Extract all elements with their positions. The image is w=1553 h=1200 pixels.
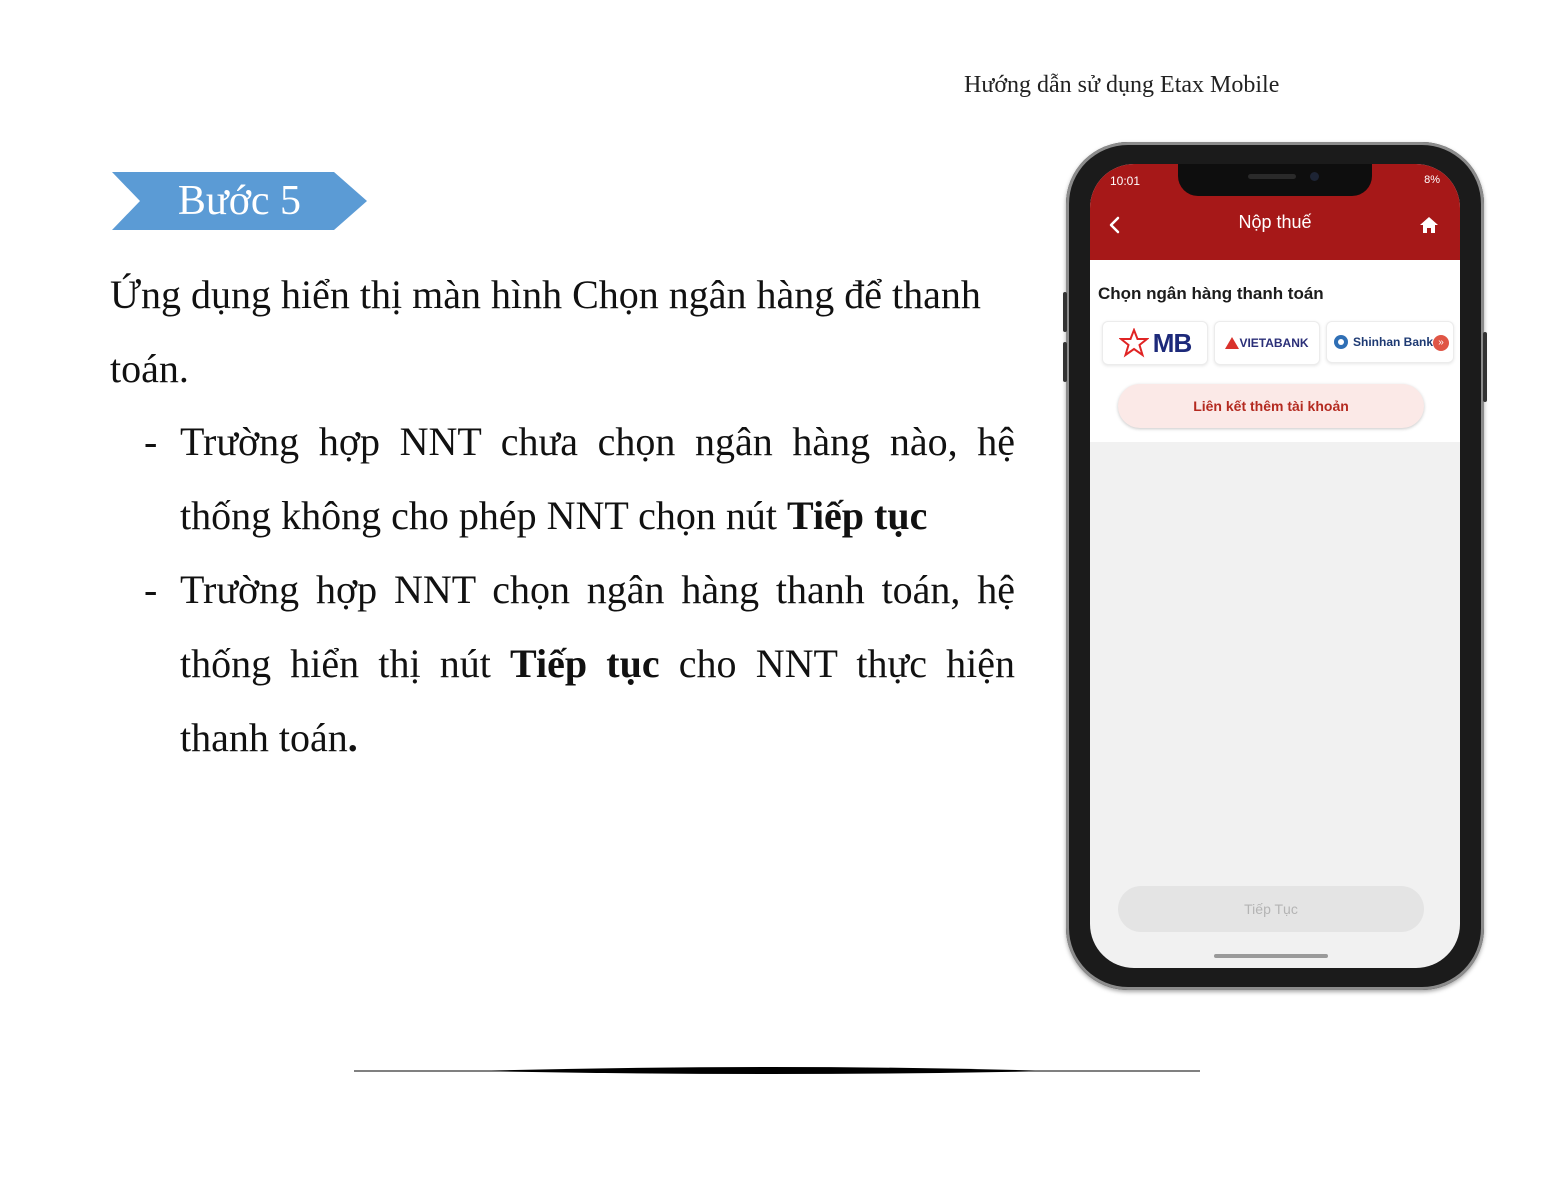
bullet-text-after: cho NNT thực hiện thanh toán (180, 641, 1015, 760)
bullet-marker: - (144, 567, 158, 612)
phone-power-button (1483, 332, 1487, 402)
continue-button[interactable]: Tiếp Tục (1118, 886, 1424, 932)
section-title: Chọn ngân hàng thanh toán (1098, 284, 1324, 303)
bullet-text: Trường hợp NNT chưa chọn ngân hàng nào, hệ thống không cho phép NNT chọn nút (180, 419, 1015, 538)
bullet-item (110, 405, 1015, 553)
status-battery: 8% (1424, 174, 1440, 186)
mb-star-logo-icon (1119, 328, 1149, 358)
vietabank-logo-icon (1225, 337, 1239, 349)
bullet-item (110, 553, 1015, 775)
home-icon[interactable] (1418, 214, 1440, 236)
phone-mockup (1066, 142, 1484, 990)
scroll-right-icon[interactable]: » (1433, 335, 1449, 351)
phone-volume-up-button (1063, 292, 1067, 332)
bullet-list (110, 405, 1015, 775)
decorative-divider (354, 1061, 1200, 1077)
bullet-end-punctuation: . (347, 715, 358, 760)
status-time: 10:01 (1110, 174, 1141, 188)
bank-name: MB (1152, 327, 1192, 358)
bank-name: VIETABANK (1239, 336, 1309, 350)
bullet-text: Trường hợp NNT chọn ngân hàng thanh toán, hệ thống hiển thị nút (180, 567, 1015, 686)
front-camera (1310, 172, 1319, 181)
phone-screen (1090, 164, 1460, 968)
intro-paragraph: Ứng dụng hiển thị màn hình Chọn ngân hàng để thanh toán. (110, 272, 981, 391)
bank-option-shinhan[interactable] (1326, 321, 1454, 363)
bullet-marker: - (144, 419, 158, 464)
bank-name: Shinhan Bank (1353, 335, 1434, 349)
bullet-bold-text: Tiếp tục (786, 493, 928, 538)
phone-volume-down-button (1063, 342, 1067, 382)
bank-option-vietabank[interactable] (1214, 321, 1320, 365)
bullet-bold-text: Tiếp tục (510, 641, 660, 686)
shinhan-logo-icon (1333, 334, 1349, 350)
step-banner (112, 172, 367, 230)
running-header: Hướng dẫn sử dụng Etax Mobile (964, 72, 1280, 98)
bank-selection-panel (1090, 260, 1460, 442)
app-title: Nộp thuế (1238, 212, 1312, 232)
step-label: Bước 5 (177, 178, 302, 224)
speaker-grille (1248, 174, 1296, 179)
phone-notch (1178, 164, 1372, 196)
vietabank-wordmark (1239, 336, 1308, 350)
home-indicator (1214, 954, 1328, 958)
link-account-button[interactable]: Liên kết thêm tài khoản (1118, 384, 1424, 428)
bank-option-mb[interactable] (1102, 321, 1208, 365)
